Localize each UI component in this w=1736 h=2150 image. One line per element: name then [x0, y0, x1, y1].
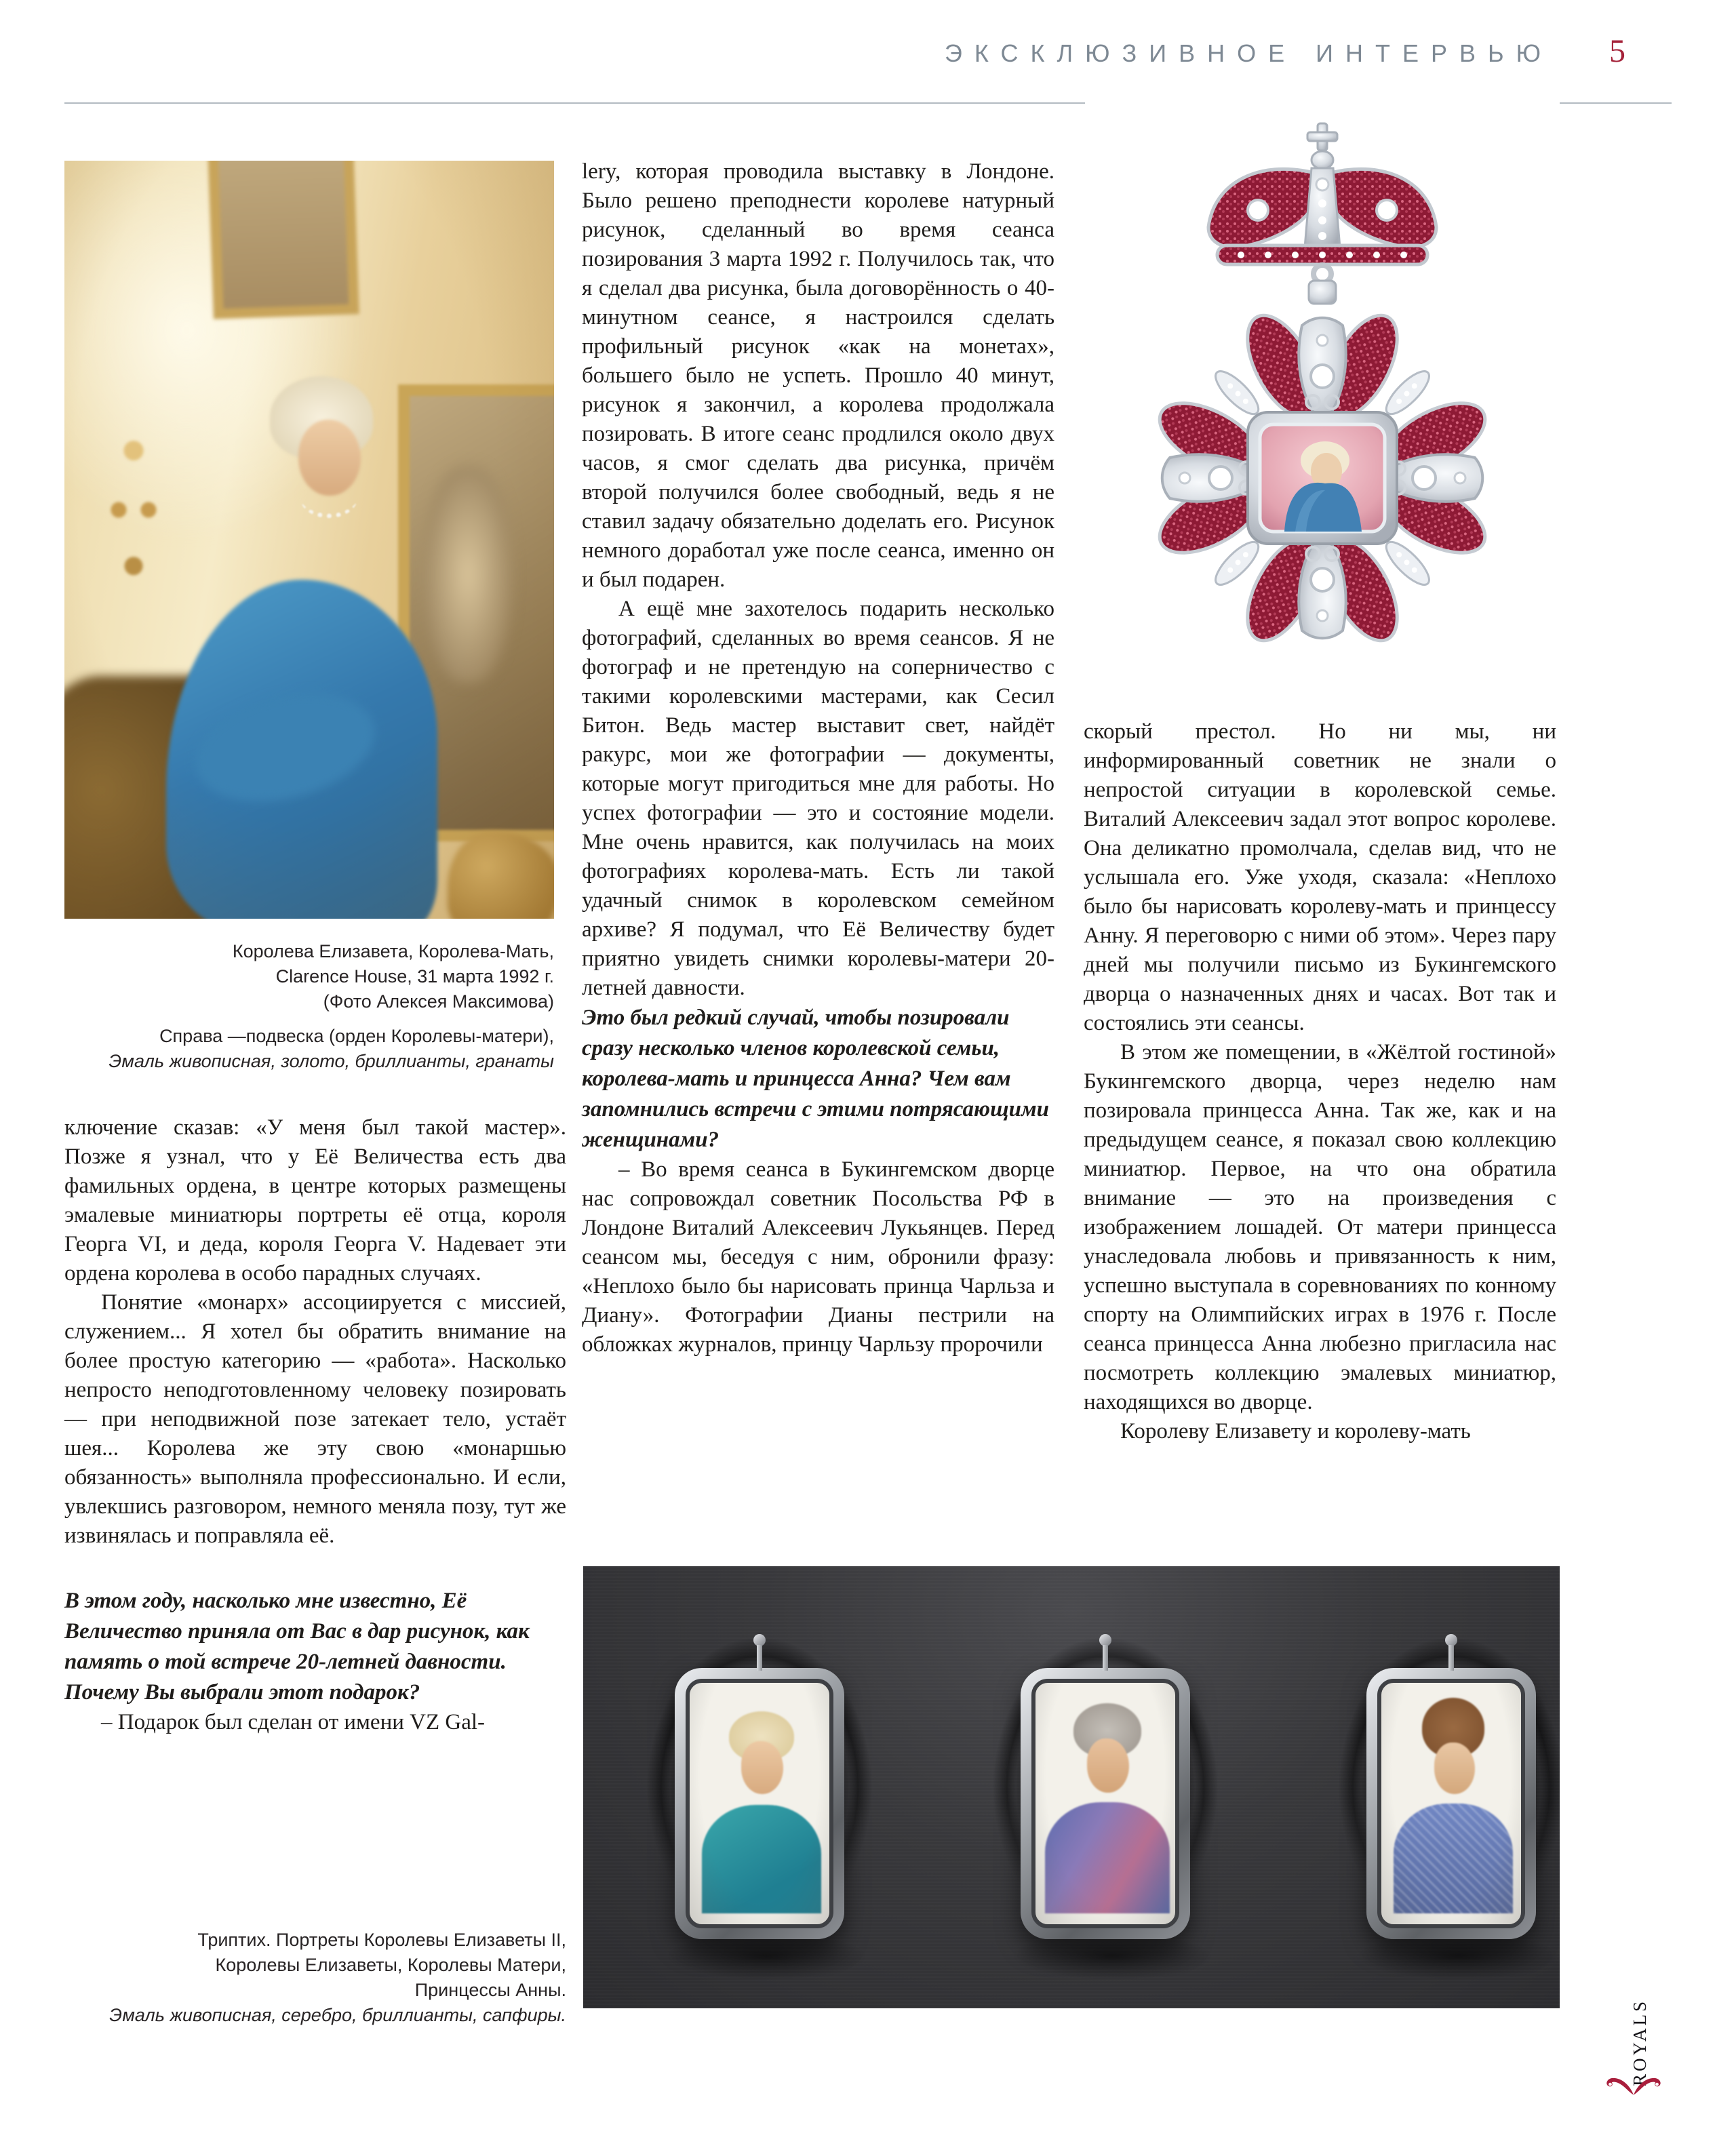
frame-shadow	[1356, 1932, 1560, 1980]
frame-finial	[752, 1634, 767, 1669]
section-header: ЭКСКЛЮЗИВНОЕ ИНТЕРВЬЮ	[945, 39, 1553, 67]
magazine-name-vertical: ROYALS	[1630, 1998, 1650, 2086]
middle-paragraph-2: А ещё мне захотелось подарить несколько фотографий, сделанных во время сеансов. Я не фотограф и не претендую на соперничество с такими королевскими мастерами, как Сесил Битон. Ведь мастер выставит свет, найдёт ракурс, мои же фотографии — документы, которые могут пригодиться мне для работы. Но успех фотографии — это и состояние модели. Мне очень нравится, как получилась на моих фотографиях королева-мать. Есть ли такой удачный снимок в королевском семейном архиве? Я подумал, что Её Величеству будет приятно увидеть снимки королевы-матери 20-летней давности.	[582, 597, 1054, 1000]
frame-shadow	[665, 1932, 868, 1980]
miniature-queen-mother	[686, 1679, 833, 1928]
triptych-caption-line: Триптих. Портреты Королевы Елизаветы II,	[197, 1930, 566, 1950]
interview-question: В этом году, насколько мне известно, Её Величество приняла от Вас в дар рисунок, как память о той встрече 20-летней давности.	[64, 1589, 530, 1674]
portrait-caption-line: Королева Елизавета, Королева-Мать,	[232, 941, 554, 961]
middle-paragraph-1: lery, которая проводила выставку в Лондоне. Было решено преподнести королеве натурный рисунок, сделанный во время сеанса позирования 3 марта 1992 г. Получилось так, что я сделал два рисунка, была договорённость о 40-минутном сеансе, я настроился сделать профильный рисунок «как на монетах», большего было не успеть. Прошло 40 минут, рисунок я закончил, а королева продолжала позировать. В итоге сеанс продлился около двух часов, я смог сделать два рисунка, причём второй получился более свободный, ведь я не ставил задачу обязательно доделать его. Рисунок немного доработал уже после сеанса, именно он и был подарен.	[582, 159, 1054, 592]
interview-question: Это был редкий случай, чтобы позировали сразу несколько членов королевской семьи, королева-мать и принцесса Анна? Чем вам запомнились встречи с этими потрясающими женщинами?	[582, 1006, 1049, 1152]
miniature-queen-elizabeth	[1031, 1679, 1179, 1928]
miniature-frame-queen-elizabeth	[1021, 1668, 1190, 1939]
frame-finial	[1444, 1634, 1459, 1669]
middle-column	[582, 157, 1054, 1359]
triptych-photo	[583, 1566, 1560, 2008]
pendant-order-photo	[1085, 95, 1560, 709]
left-paragraph-2: Понятие «монарх» ассоциируется с миссией, служением... Я хотел бы обратить внимание на более простую категорию — «работа». Насколько непросто неподготовленному человеку позировать — при неподвижной позе затекает тело, устаёт шея... Королева же эту свою «монаршью обязанность» выполняла профессионально. И если, увлекшись разговором, немного меняла позу, тут же извинялась и поправляла её.	[64, 1290, 566, 1548]
left-paragraph-3: – Подарок был сделан от имени VZ Gal-	[101, 1710, 486, 1734]
left-column	[64, 1113, 566, 1737]
right-paragraph-1: скорый престол. Но ни мы, ни информированный советник не знали о непростой ситуации в королевской семье. Виталий Алексеевич задал этот вопрос королеве. Она деликатно промолчала, сделав вид, что не услышала его. Уже уходя, сказала: «Неплохо было бы нарисовать королеву-мать и принцессу Анну. Я переговорю с ними об этом». Через пару дней мы получили письмо из Букингемского дворца о назначенных днях и часах. Вот так и состоялись эти сеансы.	[1084, 719, 1556, 1035]
triptych-caption-line: Принцессы Анны.	[414, 1980, 566, 2000]
triptych-caption-line: Королевы Елизаветы, Королевы Матери,	[215, 1955, 566, 1975]
photo-vignette	[64, 161, 554, 919]
portrait-caption-line: (Фото Алексея Максимова)	[323, 991, 554, 1012]
pendant-caption-line: Справа —подвеска (орден Королевы-матери),	[159, 1026, 554, 1046]
miniature-frame-queen-mother	[675, 1668, 844, 1939]
miniature-princess-anne	[1377, 1679, 1525, 1928]
right-column	[1084, 717, 1556, 1446]
left-paragraph-1: ключение сказав: «У меня был такой мастер». Позже я узнал, что у Её Величества есть два фамильных ордена, в центре которых размещены эмалевые миниатюры портреты её отца, короля Георга VI, и деда, короля Георга V. Надевает эти ордена королева в особо парадных случаях.	[64, 1115, 566, 1286]
interview-question: Почему Вы выбрали этот подарок?	[64, 1680, 420, 1705]
miniature-frame-princess-anne	[1366, 1668, 1536, 1939]
queen-mother-photo	[64, 161, 554, 919]
pendant-caption-materials: Эмаль живописная, золото, бриллианты, гранаты	[108, 1051, 554, 1071]
frame-finial	[1098, 1634, 1113, 1669]
pendant-star	[1149, 304, 1496, 652]
triptych-caption	[64, 1928, 566, 2028]
flourish-ornament-icon	[1602, 2072, 1665, 2098]
portrait-caption-line: Clarence House, 31 марта 1992 г.	[275, 966, 554, 987]
right-paragraph-3: Королеву Елизавету и королеву-мать	[1120, 1419, 1471, 1444]
middle-paragraph-3: – Во время сеанса в Букингемском дворце нас сопровождал советник Посольства РФ в Лондоне Виталий Алексеевич Лукьянцев. Перед сеансом мы, беседуя с ним, обронили фразу: «Неплохо было бы нарисовать принца Чарльза и Диану». Фотографии Дианы пестрили на обложках журналов, принцу Чарльзу пророчили	[582, 1157, 1054, 1357]
portrait-caption	[64, 939, 554, 1074]
pendant-crown	[1208, 123, 1436, 304]
right-paragraph-2: В этом же помещении, в «Жёлтой гостиной» Букингемского дворца, через неделю нам позировала принцесса Анна. Так же, как и на предыдущем сеансе, я показал свою коллекцию миниатюр. Первое, на что она обратила внимание — это на произведения с изображением лошадей. От матери принцесса унаследовала любовь и привязанность к ним, успешно выступала в соревнованиях по конному спорту на Олимпийских играх в 1976 г. После сеанса принцесса Анна любезно пригласила нас посмотреть коллекцию эмалевых миниатюр, находящихся во дворце.	[1084, 1040, 1556, 1414]
triptych-caption-materials: Эмаль живописная, серебро, бриллианты, сапфиры.	[109, 2005, 566, 2025]
frame-shadow	[1010, 1932, 1214, 1980]
page-number: 5	[1609, 33, 1625, 69]
pendant-order-illustration	[1085, 95, 1560, 709]
